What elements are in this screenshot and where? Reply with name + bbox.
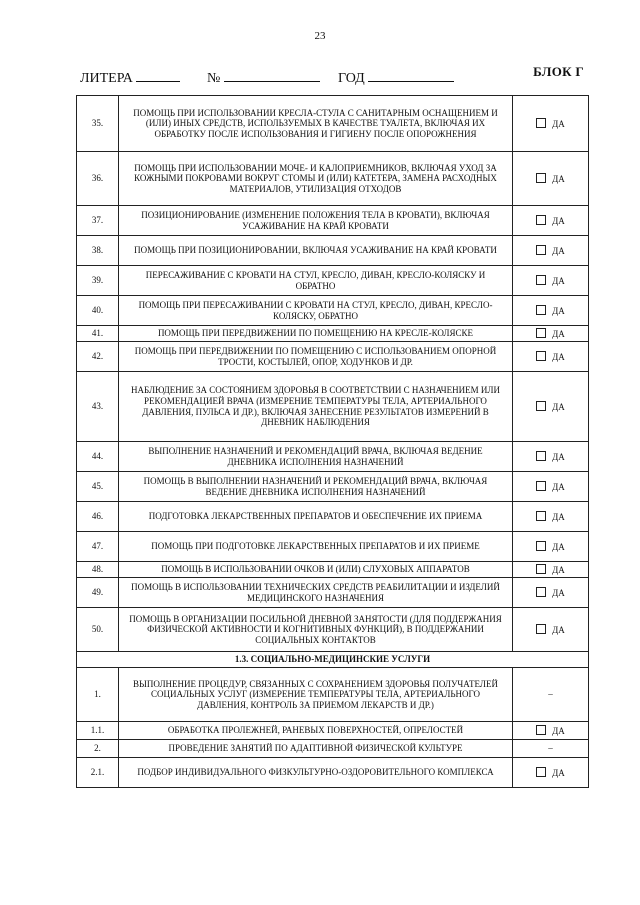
service-row bbox=[77, 372, 589, 442]
service-description: ПОМОЩЬ ПРИ ПОЗИЦИОНИРОВАНИИ, ВКЛЮЧАЯ УСАЖИВАНИЕ НА КРАЙ КРОВАТИ bbox=[119, 236, 513, 266]
service-description: ПОМОЩЬ ПРИ ПОДГОТОВКЕ ЛЕКАРСТВЕННЫХ ПРЕПАРАТОВ И ИХ ПРИЕМЕ bbox=[119, 532, 513, 562]
answer-cell bbox=[513, 668, 589, 722]
answer-cell bbox=[513, 562, 589, 578]
service-row bbox=[77, 608, 589, 652]
litera-blank[interactable] bbox=[136, 68, 180, 82]
service-row bbox=[77, 532, 589, 562]
row-number: 1.1. bbox=[77, 722, 119, 740]
answer-cell bbox=[513, 502, 589, 532]
section-title: 1.3. СОЦИАЛЬНО-МЕДИЦИНСКИЕ УСЛУГИ bbox=[77, 652, 589, 668]
row-number: 1. bbox=[77, 668, 119, 722]
service-description: ПОМОЩЬ ПРИ ПЕРЕДВИЖЕНИИ ПО ПОМЕЩЕНИЮ НА КРЕСЛЕ-КОЛЯСКЕ bbox=[119, 326, 513, 342]
row-number: 38. bbox=[77, 236, 119, 266]
yes-checkbox[interactable] bbox=[536, 351, 546, 361]
row-number: 39. bbox=[77, 266, 119, 296]
yes-label: ДА bbox=[552, 245, 565, 256]
answer-cell bbox=[513, 442, 589, 472]
yes-label: ДА bbox=[552, 725, 565, 736]
answer-cell bbox=[513, 532, 589, 562]
service-description: ВЫПОЛНЕНИЕ НАЗНАЧЕНИЙ И РЕКОМЕНДАЦИЙ ВРАЧА, ВКЛЮЧАЯ ВЕДЕНИЕ ДНЕВНИКА ИСПОЛНЕНИЯ НАЗНАЧЕНИЙ bbox=[119, 442, 513, 472]
row-number: 36. bbox=[77, 152, 119, 206]
yes-checkbox[interactable] bbox=[536, 245, 546, 255]
service-description: ПОМОЩЬ ПРИ ПЕРЕСАЖИВАНИИ С КРОВАТИ НА СТУЛ, КРЕСЛО, ДИВАН, КРЕСЛО-КОЛЯСКУ, ОБРАТНО bbox=[119, 296, 513, 326]
yes-checkbox[interactable] bbox=[536, 401, 546, 411]
yes-label: ДА bbox=[552, 351, 565, 362]
service-row bbox=[77, 96, 589, 152]
yes-label: ДА bbox=[552, 173, 565, 184]
block-label: БЛОК Г bbox=[533, 64, 584, 79]
answer-cell bbox=[513, 578, 589, 608]
not-applicable-dash: – bbox=[548, 743, 553, 754]
service-description: ПРОВЕДЕНИЕ ЗАНЯТИЙ ПО АДАПТИВНОЙ ФИЗИЧЕСКОЙ КУЛЬТУРЕ bbox=[119, 740, 513, 758]
row-number: 41. bbox=[77, 326, 119, 342]
service-row bbox=[77, 722, 589, 740]
litera-label: ЛИТЕРА bbox=[80, 71, 133, 86]
answer-cell bbox=[513, 758, 589, 788]
service-description: ПОМОЩЬ ПРИ ПЕРЕДВИЖЕНИИ ПО ПОМЕЩЕНИЮ С ИСПОЛЬЗОВАНИЕМ ОПОРНОЙ ТРОСТИ, КОСТЫЛЕЙ, ОПОР, ХОДУНКОВ И ДР. bbox=[119, 342, 513, 372]
row-number: 48. bbox=[77, 562, 119, 578]
row-number: 49. bbox=[77, 578, 119, 608]
service-description: ОБРАБОТКА ПРОЛЕЖНЕЙ, РАНЕВЫХ ПОВЕРХНОСТЕЙ, ОПРЕЛОСТЕЙ bbox=[119, 722, 513, 740]
yes-checkbox[interactable] bbox=[536, 451, 546, 461]
yes-label: ДА bbox=[552, 624, 565, 635]
year-blank[interactable] bbox=[368, 68, 454, 82]
service-row bbox=[77, 236, 589, 266]
row-number: 2.1. bbox=[77, 758, 119, 788]
answer-cell bbox=[513, 372, 589, 442]
answer-cell bbox=[513, 722, 589, 740]
year-label: ГОД bbox=[338, 71, 365, 86]
yes-label: ДА bbox=[552, 401, 565, 412]
answer-cell bbox=[513, 236, 589, 266]
yes-checkbox[interactable] bbox=[536, 725, 546, 735]
row-number: 2. bbox=[77, 740, 119, 758]
answer-cell bbox=[513, 96, 589, 152]
row-number: 50. bbox=[77, 608, 119, 652]
yes-checkbox[interactable] bbox=[536, 118, 546, 128]
services-table bbox=[76, 95, 589, 788]
yes-checkbox[interactable] bbox=[536, 305, 546, 315]
yes-checkbox[interactable] bbox=[536, 511, 546, 521]
service-row bbox=[77, 206, 589, 236]
yes-label: ДА bbox=[552, 451, 565, 462]
yes-label: ДА bbox=[552, 481, 565, 492]
yes-checkbox[interactable] bbox=[536, 215, 546, 225]
service-row bbox=[77, 326, 589, 342]
yes-checkbox[interactable] bbox=[536, 328, 546, 338]
service-description: ПОМОЩЬ ПРИ ИСПОЛЬЗОВАНИИ КРЕСЛА-СТУЛА С САНИТАРНЫМ ОСНАЩЕНИЕМ И (ИЛИ) ИНЫХ СРЕДСТВ, ИСПОЛЬЗУЕМЫХ В КАЧЕСТВЕ ТУАЛЕТА, ВКЛЮЧАЯ ИХ ОБРАБОТКУ ПОСЛЕ ИСПОЛЬЗОВАНИЯ И ГИГИЕНУ ПОСЛЕ ОПОРОЖНЕНИЯ bbox=[119, 96, 513, 152]
service-row bbox=[77, 668, 589, 722]
yes-label: ДА bbox=[552, 564, 565, 575]
year-field bbox=[338, 68, 454, 87]
answer-cell bbox=[513, 326, 589, 342]
service-row bbox=[77, 296, 589, 326]
service-row bbox=[77, 442, 589, 472]
service-row bbox=[77, 472, 589, 502]
answer-cell bbox=[513, 206, 589, 236]
number-label: № bbox=[207, 71, 221, 86]
row-number: 44. bbox=[77, 442, 119, 472]
answer-cell bbox=[513, 740, 589, 758]
answer-cell bbox=[513, 296, 589, 326]
yes-label: ДА bbox=[552, 328, 565, 339]
yes-checkbox[interactable] bbox=[536, 587, 546, 597]
row-number: 40. bbox=[77, 296, 119, 326]
yes-label: ДА bbox=[552, 511, 565, 522]
section-header-row bbox=[77, 652, 589, 668]
row-number: 42. bbox=[77, 342, 119, 372]
answer-cell bbox=[513, 152, 589, 206]
row-number: 47. bbox=[77, 532, 119, 562]
yes-checkbox[interactable] bbox=[536, 541, 546, 551]
row-number: 35. bbox=[77, 96, 119, 152]
yes-checkbox[interactable] bbox=[536, 564, 546, 574]
not-applicable-dash: – bbox=[548, 689, 553, 700]
yes-checkbox[interactable] bbox=[536, 767, 546, 777]
service-row bbox=[77, 578, 589, 608]
number-field bbox=[207, 68, 320, 87]
yes-label: ДА bbox=[552, 275, 565, 286]
row-number: 43. bbox=[77, 372, 119, 442]
service-description: ПОМОЩЬ В ИСПОЛЬЗОВАНИИ ТЕХНИЧЕСКИХ СРЕДСТВ РЕАБИЛИТАЦИИ И ИЗДЕЛИЙ МЕДИЦИНСКОГО НАЗНАЧЕНИЯ bbox=[119, 578, 513, 608]
service-description: ПОМОЩЬ В ИСПОЛЬЗОВАНИИ ОЧКОВ И (ИЛИ) СЛУХОВЫХ АППАРАТОВ bbox=[119, 562, 513, 578]
number-blank[interactable] bbox=[224, 68, 320, 82]
yes-checkbox[interactable] bbox=[536, 624, 546, 634]
row-number: 45. bbox=[77, 472, 119, 502]
answer-cell bbox=[513, 342, 589, 372]
service-description: НАБЛЮДЕНИЕ ЗА СОСТОЯНИЕМ ЗДОРОВЬЯ В СООТВЕТСТВИИ С НАЗНАЧЕНИЕМ ИЛИ РЕКОМЕНДАЦИЕЙ ВРАЧА (ИЗМЕРЕНИЕ ТЕМПЕРАТУРЫ ТЕЛА, АРТЕРИАЛЬНОГО ДАВЛЕНИЯ, ПУЛЬСА И ДР.), ВКЛЮЧАЯ ЗАНЕСЕНИЕ РЕЗУЛЬТАТОВ ИЗМЕРЕНИЙ В ДНЕВНИК НАБЛЮДЕНИЯ bbox=[119, 372, 513, 442]
yes-label: ДА bbox=[552, 305, 565, 316]
yes-label: ДА bbox=[552, 541, 565, 552]
service-description: ПОМОЩЬ В ВЫПОЛНЕНИИ НАЗНАЧЕНИЙ И РЕКОМЕНДАЦИЙ ВРАЧА, ВКЛЮЧАЯ ВЕДЕНИЕ ДНЕВНИКА ИСПОЛНЕНИЯ НАЗНАЧЕНИЙ bbox=[119, 472, 513, 502]
page-number: 23 bbox=[314, 30, 326, 42]
service-row bbox=[77, 502, 589, 532]
service-row bbox=[77, 266, 589, 296]
yes-label: ДА bbox=[552, 215, 565, 226]
answer-cell bbox=[513, 266, 589, 296]
service-description: ПОДГОТОВКА ЛЕКАРСТВЕННЫХ ПРЕПАРАТОВ И ОБЕСПЕЧЕНИЕ ИХ ПРИЕМА bbox=[119, 502, 513, 532]
service-description: ПОЗИЦИОНИРОВАНИЕ (ИЗМЕНЕНИЕ ПОЛОЖЕНИЯ ТЕЛА В КРОВАТИ), ВКЛЮЧАЯ УСАЖИВАНИЕ НА КРАЙ КРОВАТИ bbox=[119, 206, 513, 236]
service-row bbox=[77, 562, 589, 578]
service-description: ПОМОЩЬ В ОРГАНИЗАЦИИ ПОСИЛЬНОЙ ДНЕВНОЙ ЗАНЯТОСТИ (ДЛЯ ПОДДЕРЖАНИЯ ФИЗИЧЕСКОЙ АКТИВНОСТИ И КОГНИТИВНЫХ ФУНКЦИЙ), В ПОДДЕРЖАНИИ СОЦИАЛЬНЫХ КОНТАКТОВ bbox=[119, 608, 513, 652]
answer-cell bbox=[513, 608, 589, 652]
row-number: 46. bbox=[77, 502, 119, 532]
service-row bbox=[77, 152, 589, 206]
service-description: ПОМОЩЬ ПРИ ИСПОЛЬЗОВАНИИ МОЧЕ- И КАЛОПРИЕМНИКОВ, ВКЛЮЧАЯ УХОД ЗА КОЖНЫМИ ПОКРОВАМИ ВОКРУГ СТОМЫ И (ИЛИ) КАТЕТЕРА, ЗАМЕНА РАСХОДНЫХ МАТЕРИАЛОВ, УТИЛИЗАЦИЯ ОТХОДОВ bbox=[119, 152, 513, 206]
yes-checkbox[interactable] bbox=[536, 481, 546, 491]
yes-checkbox[interactable] bbox=[536, 173, 546, 183]
litera-field bbox=[80, 68, 180, 87]
yes-label: ДА bbox=[552, 118, 565, 129]
yes-label: ДА bbox=[552, 587, 565, 598]
row-number: 37. bbox=[77, 206, 119, 236]
document-header bbox=[80, 68, 586, 86]
service-row bbox=[77, 758, 589, 788]
service-row bbox=[77, 342, 589, 372]
answer-cell bbox=[513, 472, 589, 502]
service-description: ПЕРЕСАЖИВАНИЕ С КРОВАТИ НА СТУЛ, КРЕСЛО, ДИВАН, КРЕСЛО-КОЛЯСКУ И ОБРАТНО bbox=[119, 266, 513, 296]
yes-checkbox[interactable] bbox=[536, 275, 546, 285]
service-row bbox=[77, 740, 589, 758]
yes-label: ДА bbox=[552, 767, 565, 778]
service-description: ВЫПОЛНЕНИЕ ПРОЦЕДУР, СВЯЗАННЫХ С СОХРАНЕНИЕМ ЗДОРОВЬЯ ПОЛУЧАТЕЛЕЙ СОЦИАЛЬНЫХ УСЛУГ (ИЗМЕРЕНИЕ ТЕМПЕРАТУРЫ ТЕЛА, АРТЕРИАЛЬНОГО ДАВЛЕНИЯ, КОНТРОЛЬ ЗА ПРИЕМОМ ЛЕКАРСТВ И ДР.) bbox=[119, 668, 513, 722]
service-description: ПОДБОР ИНДИВИДУАЛЬНОГО ФИЗКУЛЬТУРНО-ОЗДОРОВИТЕЛЬНОГО КОМПЛЕКСА bbox=[119, 758, 513, 788]
